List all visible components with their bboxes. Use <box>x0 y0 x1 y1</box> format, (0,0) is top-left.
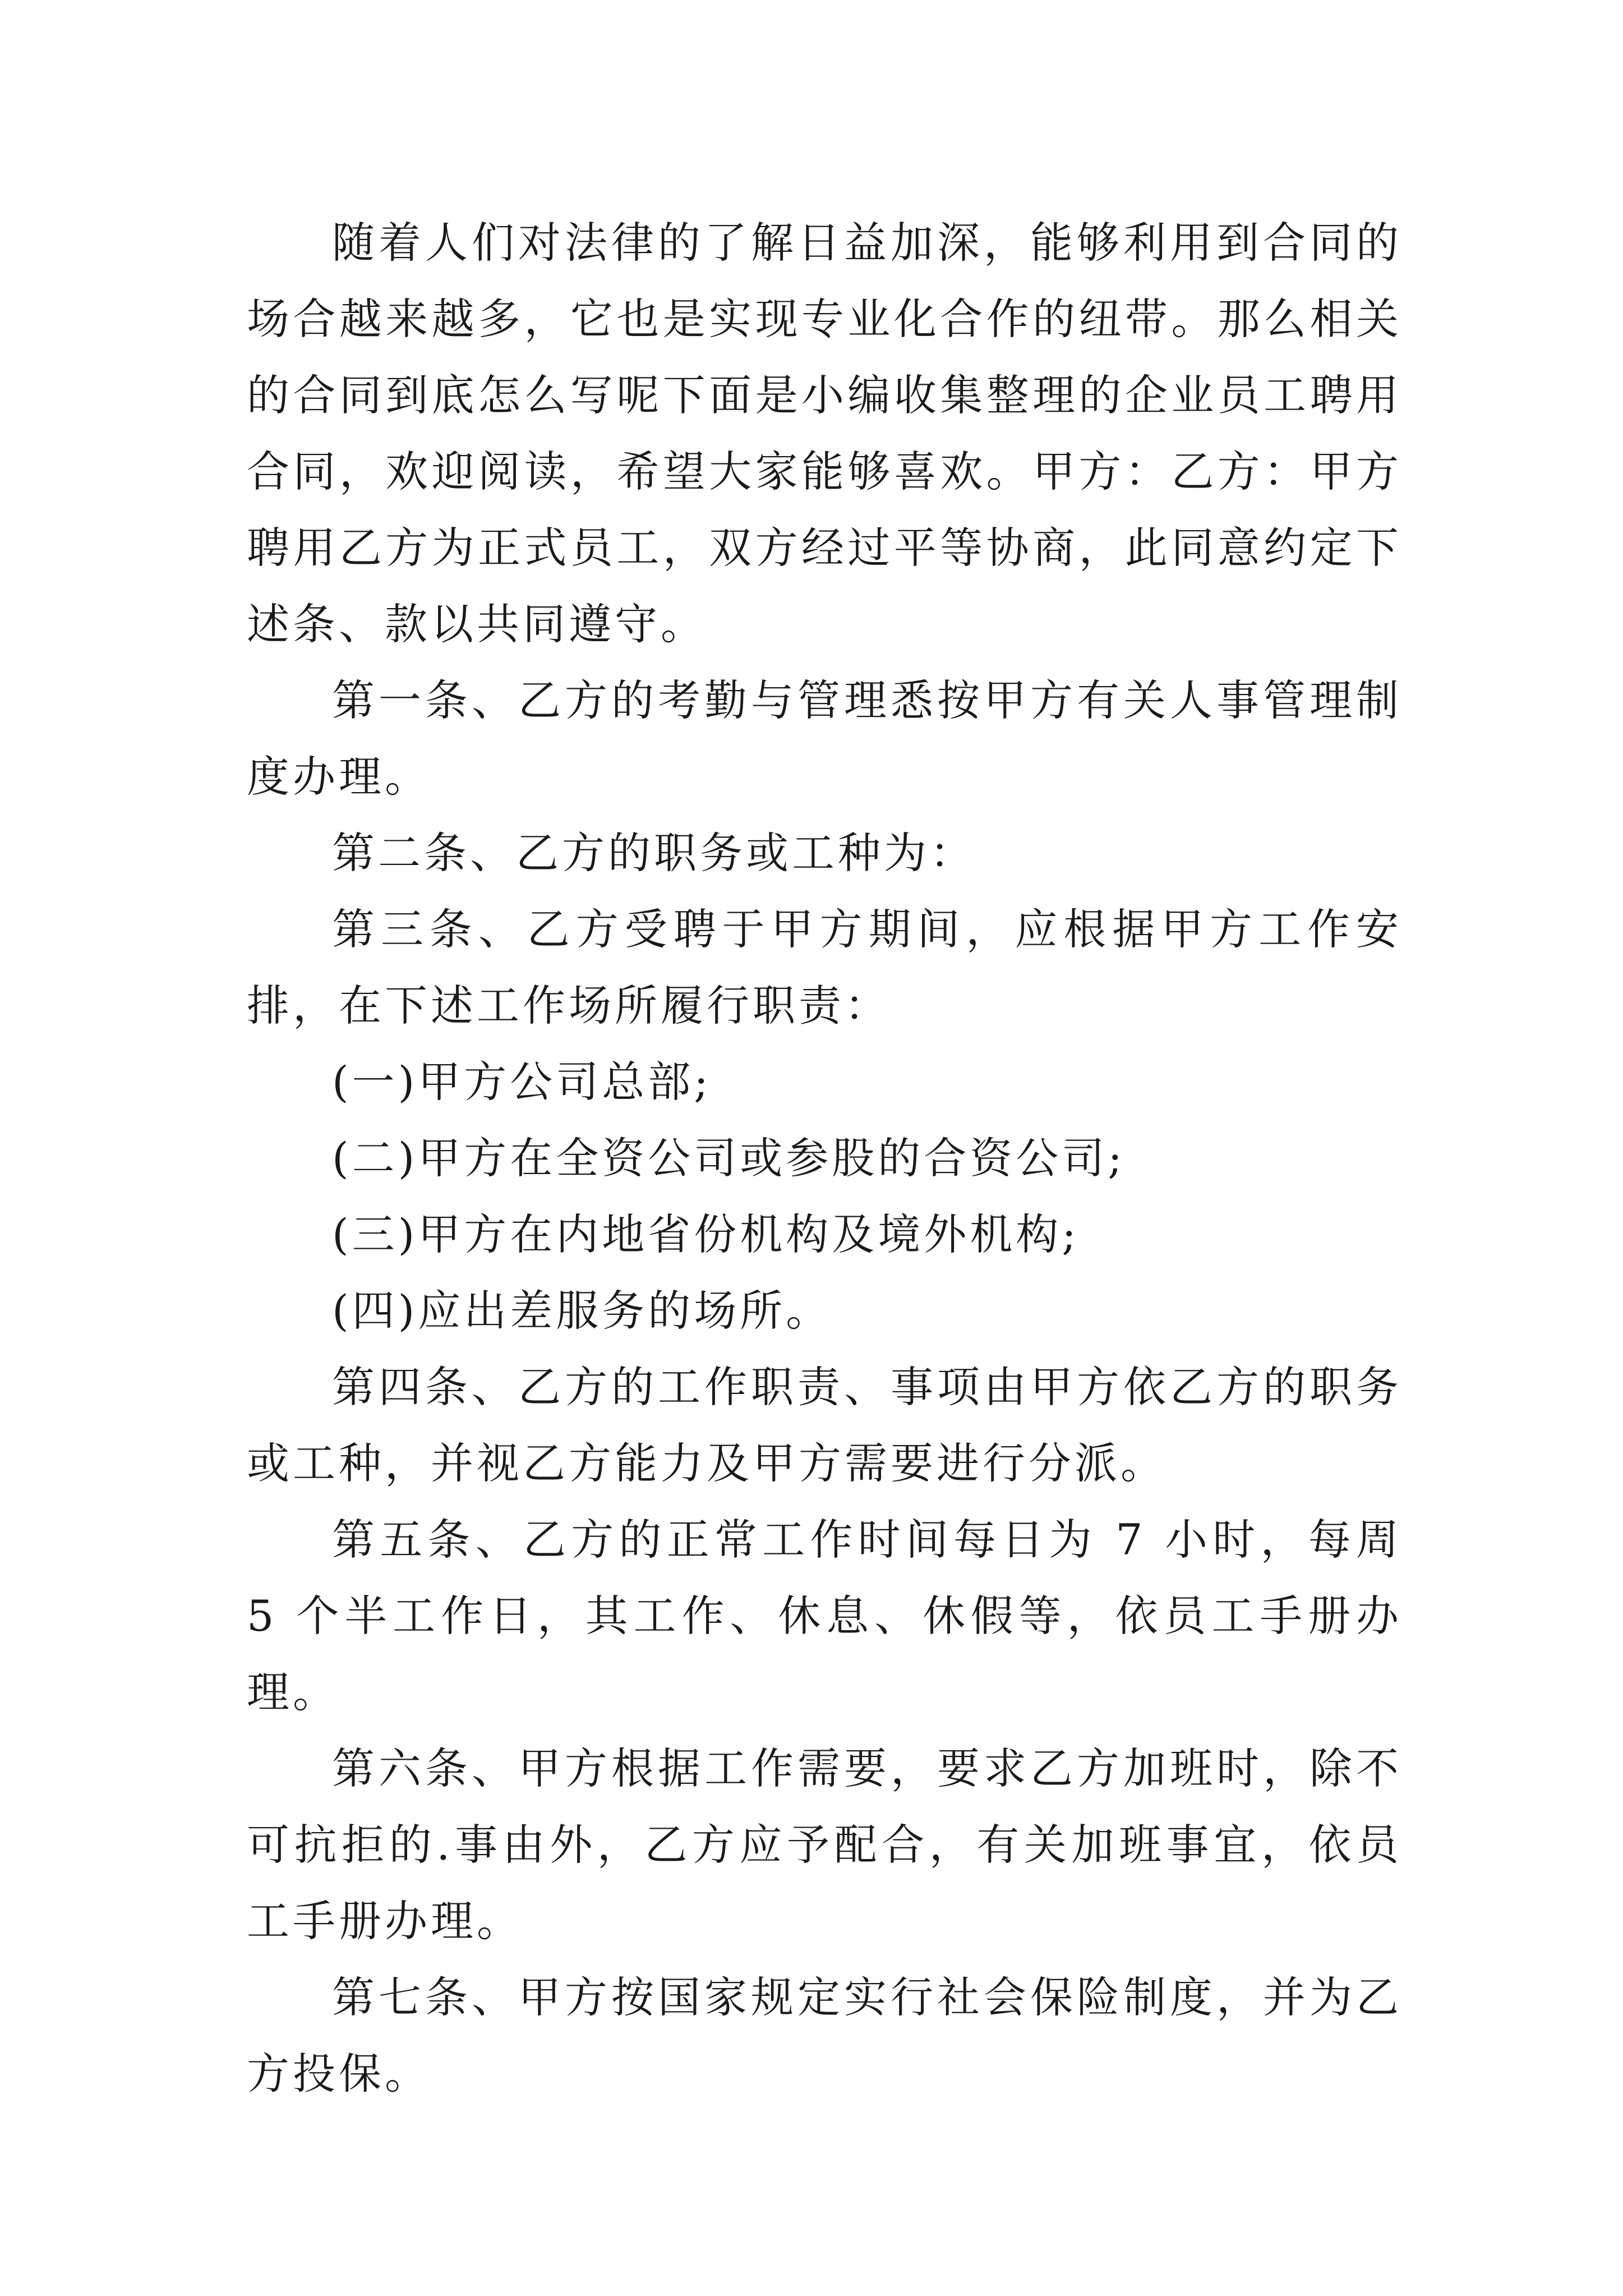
paragraph-article-2: 第二条、乙方的职务或工种为： <box>332 828 976 878</box>
paragraph-item-4: (四)应出差服务的场所。 <box>332 1286 832 1336</box>
paragraph-article-6: 第六条、甲方根据工作需要，要求乙方加班时，除不可抗拒的.事由外，乙方应予配合，有关加班事宜，依员工手册办理。 <box>247 1743 1402 1946</box>
paragraph-item-3: (三)甲方在内地省份机构及境外机构; <box>332 1209 1080 1259</box>
paragraph-article-5: 第五条、乙方的正常工作时间每日为 7 小时，每周 5 个半工作日，其工作、休息、休假等，依员工手册办理。 <box>247 1515 1402 1717</box>
paragraph-article-3: 第三条、乙方受聘于甲方期间，应根据甲方工作安排，在下述工作场所履行职责： <box>247 904 1402 1030</box>
paragraph-item-2: (二)甲方在全资公司或参股的合资公司; <box>332 1133 1126 1183</box>
paragraph-article-1: 第一条、乙方的考勤与管理悉按甲方有关人事管理制度办理。 <box>247 675 1402 802</box>
document-body <box>247 205 1402 2112</box>
paragraph-article-7: 第七条、甲方按国家规定实行社会保险制度，并为乙方投保。 <box>247 1972 1402 2099</box>
paragraph-item-1: (一)甲方公司总部; <box>332 1057 712 1107</box>
paragraph-article-4: 第四条、乙方的工作职责、事项由甲方依乙方的职务或工种，并视乙方能力及甲方需要进行分派。 <box>247 1362 1402 1488</box>
paragraph-intro: 随着人们对法律的了解日益加深，能够利用到合同的场合越来越多，它也是实现专业化合作的纽带。那么相关的合同到底怎么写呢下面是小编收集整理的企业员工聘用合同，欢迎阅读，希望大家能够喜欢。甲方：乙方：甲方聘用乙方为正式员工，双方经过平等协商，此同意约定下述条、款以共同遵守。 <box>247 218 1402 649</box>
